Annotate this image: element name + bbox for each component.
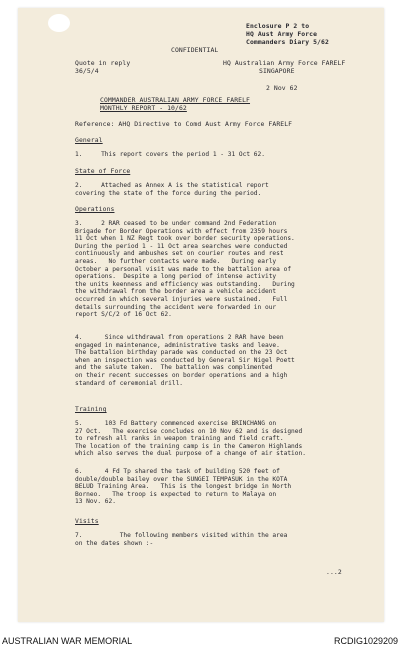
heading-general: General: [75, 136, 103, 144]
paragraph-3: 3. 2 RAR ceased to be under command 2nd Federation Brigade for Border Operations with effect from 2359 hours 11 Oct when 1 NZ Regt took over border security operations. During the period 1 - 11 Oct area searches were conducted continuously and ambushes set on courier routes and rest areas. No further contacts were made. During early October a personal visit was made to the battalion area of operations. Despite a long period of intense activity the units keenness and efficiency was outstanding. During the withdrawal from the border area a vehicle accident occurred in which several injuries were sustained. Full details surrounding the accident were forwarded in our report S/C/2 of 16 Oct 62.: [75, 220, 295, 319]
reference-line: Reference: AHQ Directive to Comd Aust Army Force FARELF: [75, 120, 293, 128]
paragraph-1: 1. This report covers the period 1 - 31 Oct 62.: [75, 151, 265, 158]
report-title: COMMANDER AUSTRALIAN ARMY FORCE FARELF: [100, 96, 251, 104]
heading-state-of-force: State of Force: [75, 167, 131, 175]
heading-visits: Visits: [75, 517, 99, 525]
report-subtitle: MONTHLY REPORT - 10/62: [100, 104, 187, 112]
hq-line: HQ Aust Army Force: [246, 30, 318, 38]
document-page: [18, 8, 384, 622]
file-reference: 36/5/4: [75, 67, 99, 75]
continuation-marker: ...2: [326, 568, 342, 576]
paragraph-4: 4. Since withdrawal from operations 2 RAR have been engaged in maintenance, administrative tasks and leave. The battalion birthday parade was conducted on the 23 Oct when an inspection was conducted by General Sir Nigel Poett and the salute taken. The battalion was complimented on their recent successes on border operations and a high standard of ceremonial drill.: [75, 334, 295, 387]
address-line-1: HQ Australian Army Force FARELF: [223, 59, 346, 67]
heading-operations: Operations: [75, 205, 115, 213]
paragraph-6: 6. 4 Fd Tp shared the task of building 520 feet of double/double bailey over the SUNGEI TEMPASUK in the KOTA BELUD Training Area. This is the longest bridge in North Borneo. The troop is expected to return to Malaya on 13 Nov. 62.: [75, 468, 292, 506]
enclosure-line: Enclosure P 2 to: [246, 22, 310, 30]
paragraph-2: 2. Attached as Annex A is the statistical report covering the state of the force during the period.: [75, 182, 269, 197]
footer-record-id: RCDIG1029209: [333, 636, 398, 646]
diary-line: Commanders Diary 5/62: [246, 38, 329, 46]
paragraph-5: 5. 103 Fd Battery commenced exercise BRINCHANG on 27 Oct. The exercise concludes on 10 Nov 62 and is designed to refresh all ranks in weapon training and field craft. The location of the training camp is in the Cameron Highlands which also serves the dual purpose of a change of air station.: [75, 420, 306, 458]
paragraph-7: 7. The following members visited within the area on the dates shown :-: [75, 532, 288, 547]
punch-hole: [48, 14, 70, 32]
quote-label: Quote in reply: [75, 59, 131, 67]
address-line-2: SINGAPORE: [259, 67, 295, 75]
classification: CONFIDENTIAL: [171, 46, 219, 54]
report-date: 2 Nov 62: [266, 84, 298, 92]
heading-training: Training: [75, 405, 107, 413]
footer-archive-name: AUSTRALIAN WAR MEMORIAL: [2, 636, 133, 646]
